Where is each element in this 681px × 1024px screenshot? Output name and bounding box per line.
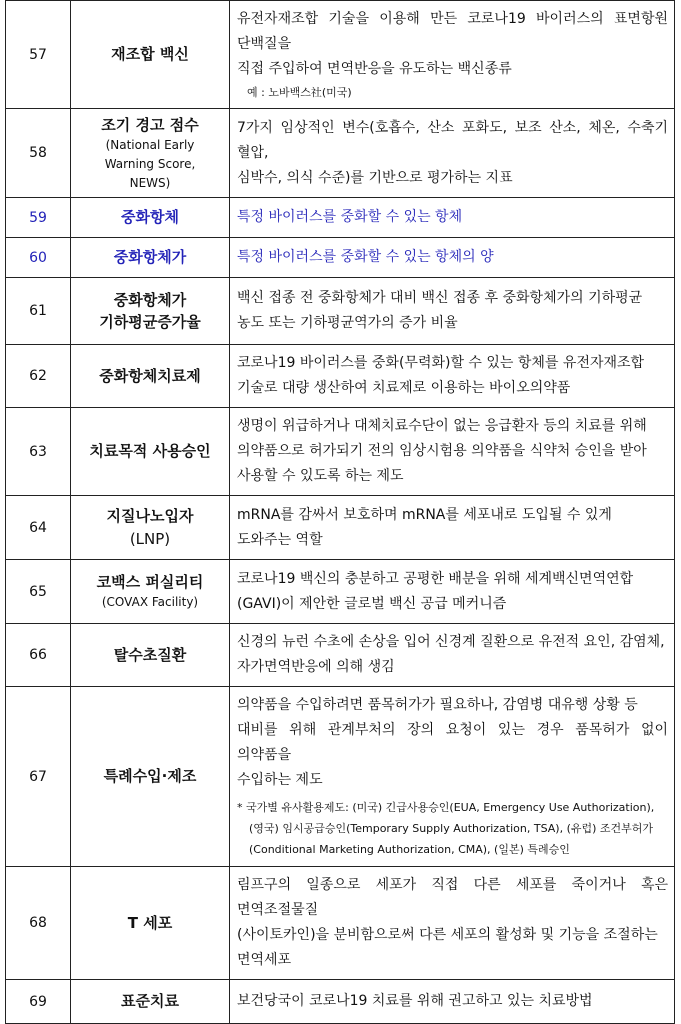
definition-line: 생명이 위급하거나 대체치료수단이 없는 응급환자 등의 치료를 위해 (237, 418, 647, 434)
table-row (6, 109, 675, 198)
row-number: 61 (6, 278, 71, 345)
term-text: 치료목적 사용승인 (89, 442, 211, 461)
term-text: 코백스 퍼실리티 (96, 572, 204, 591)
term (71, 560, 230, 624)
definition-line: 대비를 위해 관계부처의 장의 요청이 있는 경우 품목허가 없이 의약품을 (237, 722, 668, 763)
definition (230, 198, 675, 238)
table-row (6, 687, 675, 867)
definition-line: (사이토카인)을 분비함으로써 다른 세포의 활성화 및 기능을 조절하는 (237, 927, 658, 943)
glossary-table (5, 0, 675, 1024)
example-note: 예 : 노바백스社(미국) (247, 86, 352, 99)
term-text: 중화항체가 (113, 248, 187, 267)
definition-line: 자가면역반응에 의해 생김 (237, 659, 395, 675)
definition-line: 코로나19 바이러스를 중화(무력화)할 수 있는 항체를 유전자재조합 (237, 355, 645, 371)
definition-line: 농도 또는 기하평균역가의 증가 비율 (237, 315, 458, 331)
definition-line: 백신 접종 전 중화항체가 대비 백신 접종 후 중화항체가의 기하평균 (237, 290, 643, 306)
term-text: 중화항체가 (113, 290, 187, 309)
definition (230, 687, 675, 867)
definition-line: (GAVI)이 제안한 글로벌 백신 공급 메커니즘 (237, 595, 507, 612)
definition-line: 직접 주입하여 면역반응을 유도하는 백신종류 (237, 61, 512, 77)
definition-line: 기술로 대량 생산하여 치료제로 이용하는 바이오의약품 (237, 380, 571, 396)
row-number: 63 (6, 408, 71, 496)
table-row (6, 496, 675, 560)
term-text: 탈수초질환 (113, 645, 187, 664)
footnote (237, 797, 668, 860)
row-number: 60 (6, 238, 71, 278)
table-row (6, 624, 675, 687)
term (71, 198, 230, 238)
table-row (6, 198, 675, 238)
definition-line: 보건당국이 코로나19 치료를 위해 권고하고 있는 치료방법 (237, 993, 593, 1009)
definition-line: 특정 바이러스를 중화할 수 있는 항체의 양 (237, 249, 494, 265)
definition (230, 980, 675, 1024)
definition-line: 특정 바이러스를 중화할 수 있는 항체 (237, 209, 463, 225)
term (71, 867, 230, 980)
row-number: 58 (6, 109, 71, 198)
term-text: 재조합 백신 (111, 45, 189, 64)
term (71, 980, 230, 1024)
term-text: 지질나노입자 (106, 507, 194, 525)
term-subtitle: (COVAX Facility) (101, 595, 199, 610)
term (71, 1, 230, 109)
table-row (6, 408, 675, 496)
term (71, 109, 230, 198)
term-text: 특례수입·제조 (103, 767, 197, 786)
row-number: 67 (6, 687, 71, 867)
definition (230, 278, 675, 345)
definition-line: 도와주는 역할 (237, 531, 323, 548)
definition (230, 867, 675, 980)
definition-line: 심박수, 의식 수준)를 기반으로 평가하는 지표 (237, 169, 513, 186)
definition (230, 238, 675, 278)
definition-line: 면역세포 (237, 952, 292, 968)
term (71, 496, 230, 560)
row-number: 65 (6, 560, 71, 624)
term-text: 중화항체 (121, 208, 179, 227)
term-text: 기하평균증가율 (99, 313, 201, 331)
table-row (6, 345, 675, 408)
definition-line: 의약품을 수입하려면 품목허가가 필요하나, 감염병 대유행 상황 등 (237, 697, 638, 713)
row-number: 57 (6, 1, 71, 109)
footnote-line: (영국) 임시공급승인(Temporary Supply Authorization, TSA), (유럽) 조건부허가 (249, 822, 654, 835)
row-number: 62 (6, 345, 71, 408)
term (71, 238, 230, 278)
definition-line: 7가지 임상적인 변수(호흡수, 산소 포화도, 보조 산소, 체온, 수축기 혈압, (237, 119, 668, 161)
table-row (6, 278, 675, 345)
definition (230, 560, 675, 624)
term-subtitle: (National Early Warning Score, NEWS) (104, 138, 196, 190)
term-text: T 세포 (127, 913, 173, 932)
definition-line: 코로나19 백신의 충분하고 공평한 배분을 위해 세계백신면역연합 (237, 570, 634, 587)
term (71, 345, 230, 408)
definition-line: 유전자재조합 기술을 이용해 만든 코로나19 바이러스의 표면항원 단백질을 (237, 11, 668, 52)
definition-line: 의약품으로 허가되기 전의 임상시험용 의약품을 식약처 승인을 받아 (237, 443, 647, 459)
definition-line: 수입하는 제도 (237, 772, 323, 788)
term (71, 687, 230, 867)
definition (230, 109, 675, 198)
term-text: 중화항체치료제 (99, 366, 201, 385)
definition-line: 림프구의 일종으로 세포가 직접 다른 세포를 죽이거나 혹은 면역조절물질 (237, 877, 668, 918)
term (71, 408, 230, 496)
table-row (6, 1, 675, 109)
term-text: (LNP) (129, 529, 171, 548)
definition (230, 408, 675, 496)
term-text: 표준치료 (121, 992, 179, 1011)
footnote-line: (Conditional Marketing Authorization, CMA), (일본) 특례승인 (249, 843, 570, 856)
row-number: 66 (6, 624, 71, 687)
term (71, 624, 230, 687)
definition-line: 사용할 수 있도록 하는 제도 (237, 468, 404, 484)
row-number: 59 (6, 198, 71, 238)
table-row (6, 980, 675, 1024)
term-text: 조기 경고 점수 (101, 115, 199, 134)
row-number: 69 (6, 980, 71, 1024)
footnote-line: * 국가별 유사활용제도: (미국) 긴급사용승인(EUA, Emergency Use Authorization), (237, 801, 655, 814)
definition (230, 1, 675, 109)
row-number: 68 (6, 867, 71, 980)
term (71, 278, 230, 345)
table-row (6, 560, 675, 624)
definition (230, 496, 675, 560)
table-row (6, 238, 675, 278)
definition-line: mRNA를 감싸서 보호하며 mRNA를 세포내로 도입될 수 있게 (237, 506, 612, 523)
table-row (6, 867, 675, 980)
definition-line: 신경의 뉴런 수초에 손상을 입어 신경계 질환으로 유전적 요인, 감염체, (237, 634, 665, 650)
definition (230, 624, 675, 687)
row-number: 64 (6, 496, 71, 560)
definition (230, 345, 675, 408)
